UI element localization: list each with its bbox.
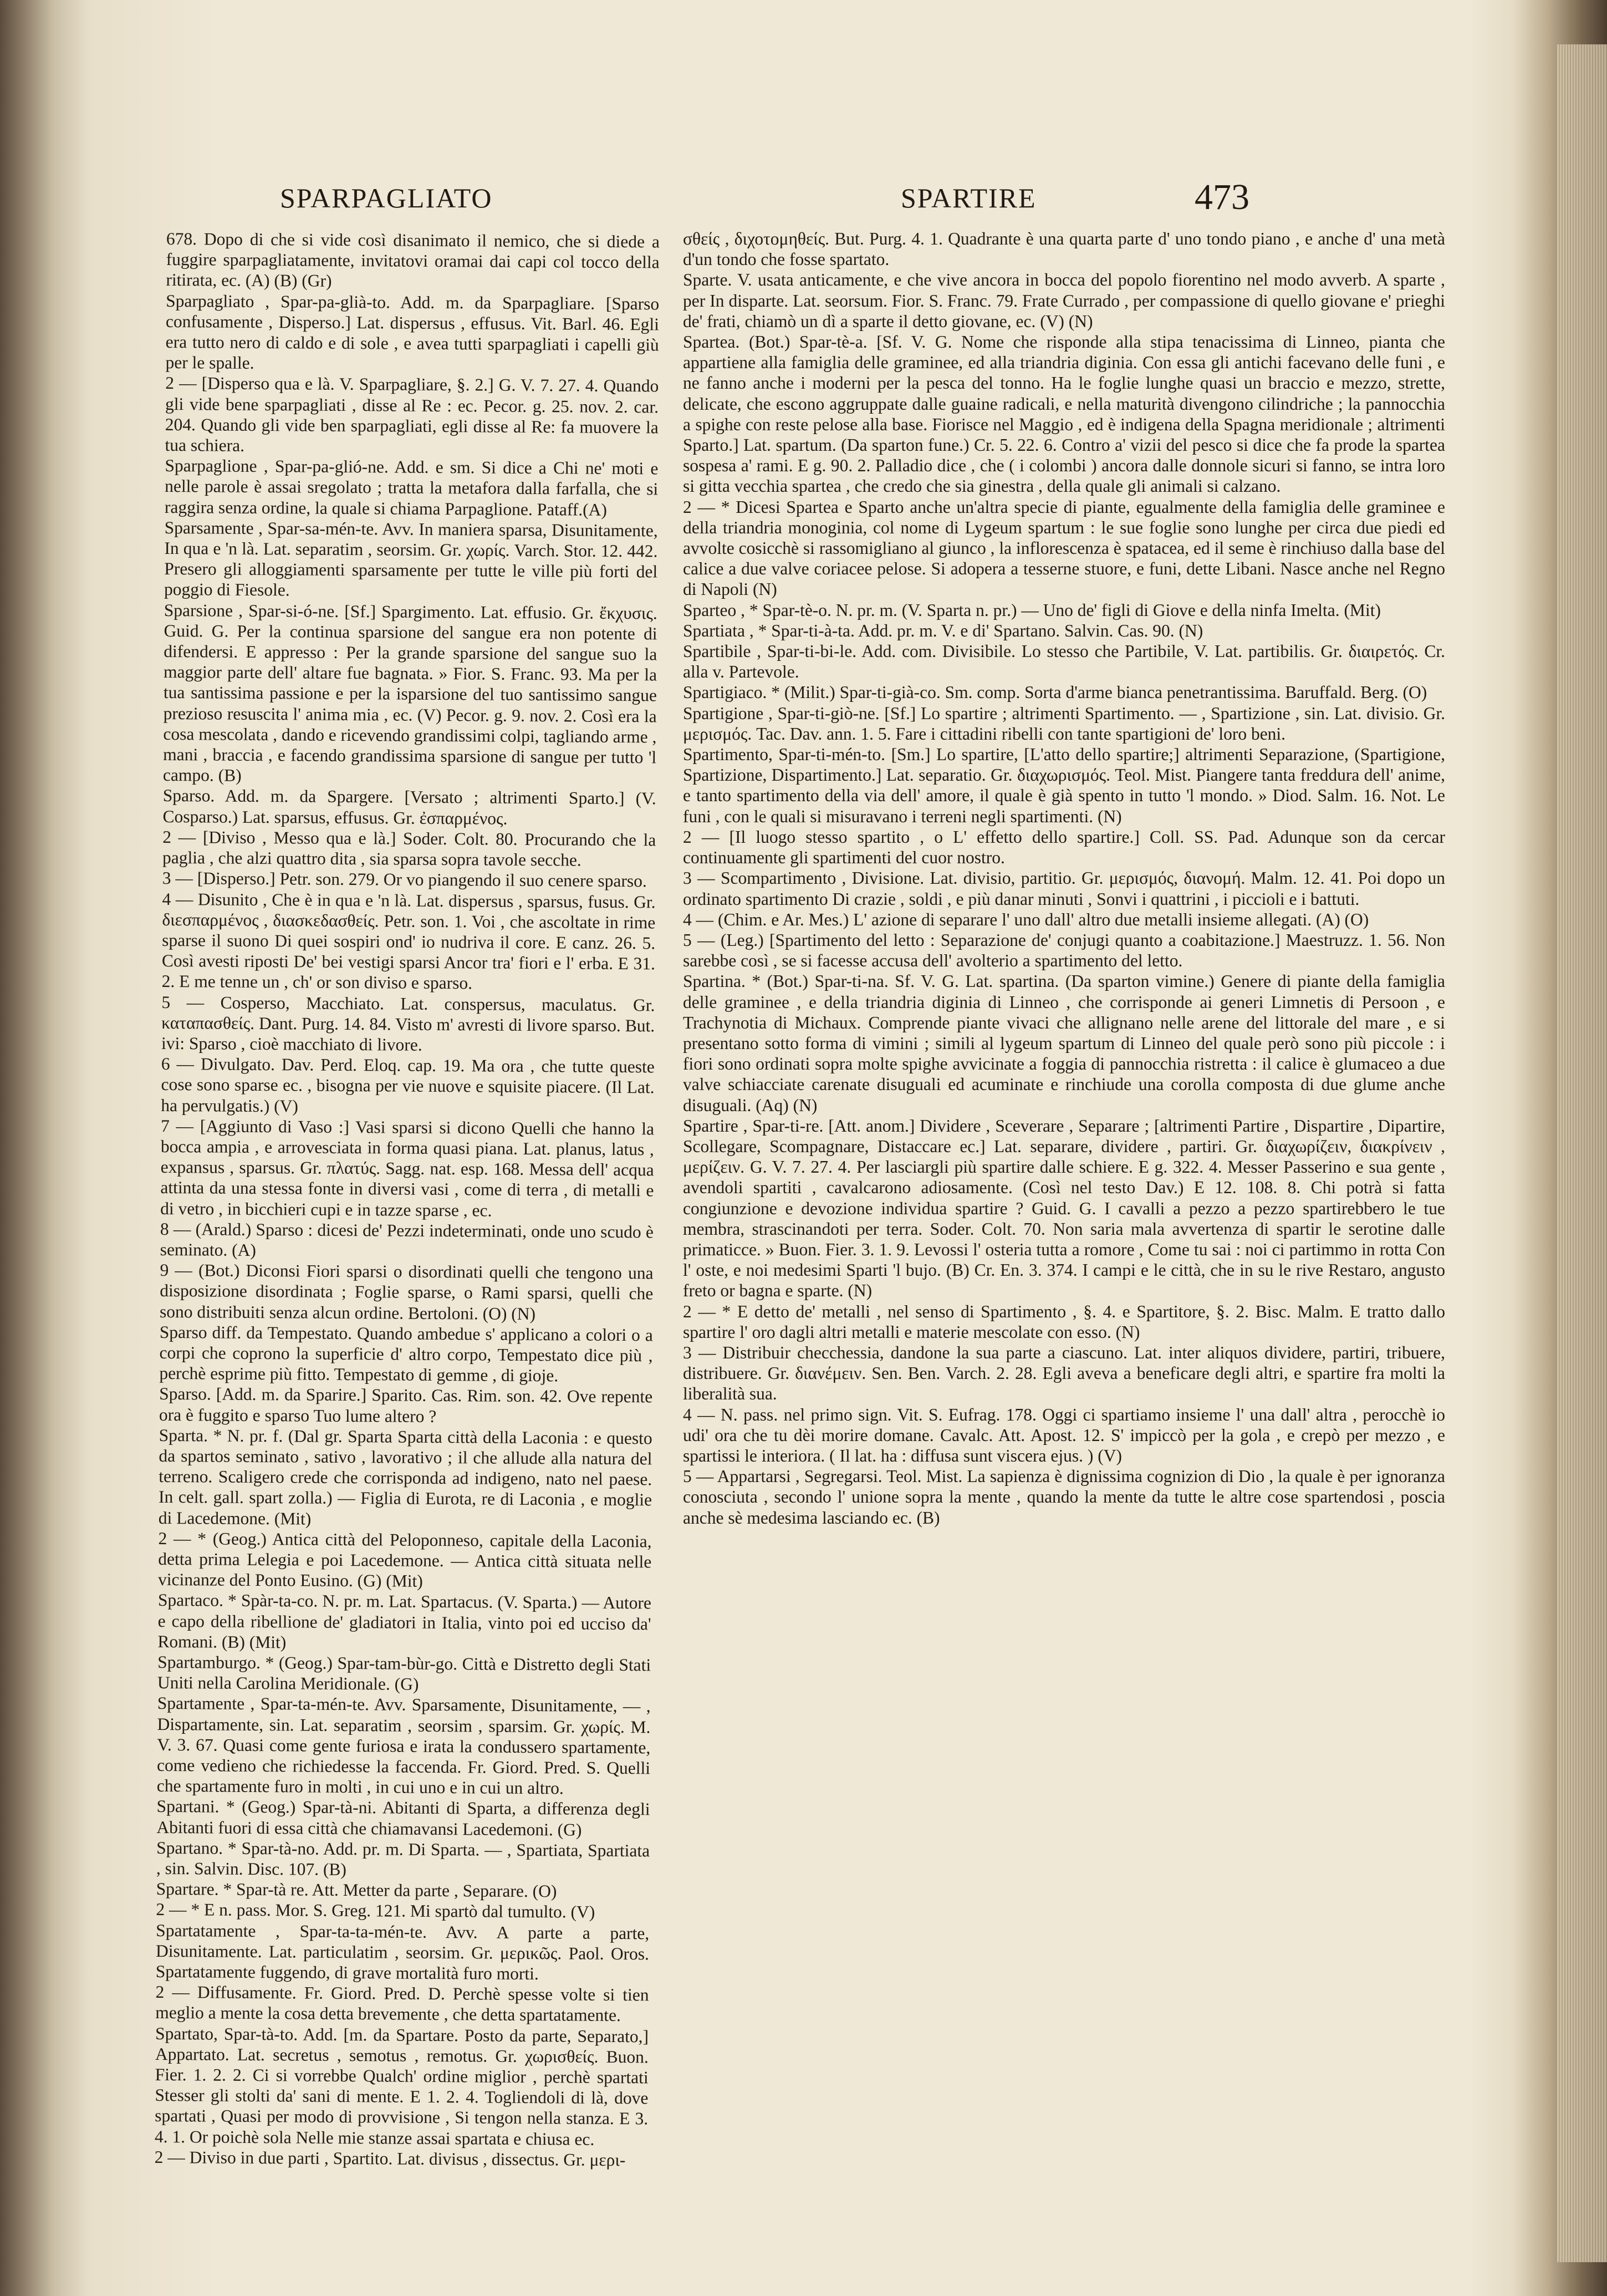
dictionary-entry: 4 — N. pass. nel primo sign. Vit. S. Eufrag. 178. Oggi ci spartiamo insieme l' una dall' altra , perocchè io udi' ora che tu dèi morire domane. Cavalc. Att. Apost. 12. S' impiccò per la gola , e crepò per mezzo , e spartissi le interiora. ( Il lat. ha : diffusa sunt viscera ejus. ) (V) (683, 1404, 1445, 1465)
dictionary-entry: Spartaco. * Spàr-ta-co. N. pr. m. Lat. Spartacus. (V. Sparta.) — Autore e capo della ribellione de' gladiatori in Italia, vinto poi ed ucciso da' Romani. (B) (Mit) (157, 1590, 651, 1652)
dictionary-entry: 5 — Cosperso, Macchiato. Lat. conspersus, maculatus. Gr. καταπασθείς. Dant. Purg. 14. 84. Visto m' avresti di livore sparso. But. ivi: Sparso , cioè macchiato di livore. (161, 992, 655, 1055)
dictionary-entry: Spartire , Spar-ti-re. [Att. anom.] Dividere , Sceverare , Separare ; [altrimenti Partire , Dispartire , Dipartire, Scollegare, Scompagnare, Distaccare ec.] Lat. separare, dividere , partiri. Gr. διαχωρίζειν, διακρίνειν , μερίζειν. G. V. 7. 27. 4. Per lasciargli più spartire dalle schiere. E g. 322. 4. Messer Passerino e sua gente , avendoli spartiti , cavalcarono adiosamente. (Così nel testo Dav.) E 12. 108. 8. Chi potrà si fatta congiunzione e devozione individua spartire ? Guid. G. I cavalli a pezzo a pezzo spartirebbero le tue membra, strascinandoti per terra. Soder. Colt. 70. Non saria mala avvertenza di spartir le serotine dalle primaticce. » Buon. Fier. 3. 1. 9. Levossi l' osteria tutta a romore , Come tu sai : noi ci partimmo in rotta Con l' oste, e noi medesimi Sparti 'l bujo. (B) Cr. En. 3. 374. I campi e le città, che in su le rive Restaro, angusto freto or bagna e sparte. (N) (683, 1116, 1445, 1301)
dictionary-entry: 4 — (Chim. e Ar. Mes.) L' azione di separare l' uno dall' altro due metalli insieme allegati. (A) (O) (683, 909, 1369, 929)
dictionary-entry: Spartare. * Spar-tà re. Att. Metter da parte , Separare. (O) (156, 1879, 557, 1901)
dictionary-entry: Sparta. * N. pr. f. (Dal gr. Sparta Sparta città della Laconia : e questo da spartos seminato , sativo , lavorativo ; il che allude alla natura del terreno. Scaligero crede che corrisponda ad indigeno, nato nel paese. In celt. gall. spart zolla.) — Figlia di Eurota, re di Laconia , e moglie di Lacedemone. (Mit) (158, 1425, 652, 1529)
dictionary-entry: Spartano. * Spar-tà-no. Add. pr. m. Di Sparta. — , Spartiata, Spartiata , sin. Salvin. Disc. 107. (B) (156, 1837, 650, 1880)
dictionary-entry: Sparso. Add. m. da Spargere. [Versato ; altrimenti Sparto.] (V. Cosparso.) Lat. sparsus, effusus. Gr. ἐσπαρμένος. (162, 786, 656, 828)
dictionary-entry: 5 — Appartarsi , Segregarsi. Teol. Mist. La sapienza è dignissima cognizion di Dio , la quale è per ignoranza conosciuta , secondo l' unione sopra la mente , quando la mente da tutte le altre cose spartendosi , poscia anche sè medesima lasciando ec. (B) (683, 1467, 1445, 1528)
dictionary-entry: Spartigione , Spar-ti-giò-ne. [Sf.] Lo spartire ; altrimenti Spartimento. — , Spartizione , sin. Lat. divisio. Gr. μερισμός. Tac. Dav. ann. 1. 5. Fare i cittadini ribelli con tante spartigioni de' loro beni. (683, 703, 1445, 744)
dictionary-entry: Spartamente , Spar-ta-mén-te. Avv. Sparsamente, Disunitamente, — , Dispartamente, sin. Lat. separatim , seorsim , sparsim. Gr. χωρίς. M. V. 3. 67. Quasi come gente furiosa e irata la condussero spartamente, come vedieno che richiedesse la faccenda. Fr. Giord. Pred. S. Quelli che spartamente furo in molti , in cui uno e in cui un altro. (156, 1693, 651, 1798)
dictionary-entry: Spartatamente , Spar-ta-ta-mén-te. Avv. A parte a parte, Disunitamente. Lat. particulatim , seorsim. Gr. μερικῶς. Paol. Oros. Spartatamente fuggendo, di grave mortalità furo morti. (155, 1920, 650, 1984)
right-column (683, 228, 1445, 2247)
dictionary-entry: Spartamburgo. * (Geog.) Spar-tam-bùr-go. Città e Distretto degli Stati Uniti nella Carolina Meridionale. (G) (157, 1652, 651, 1694)
dictionary-entry: 4 — Disunito , Che è in qua e 'n là. Lat. dispersus , sparsus, fusus. Gr. διεσπαρμένος , διασκεδασθείς. Petr. son. 1. Voi , che ascoltate in rime sparse il suono Di quei sospiri ond' io nudriva il core. E canz. 26. 5. Così avesti riposti De' bei vestigi sparsi Ancor tra' fiori e l' erba. E 31. 2. E me tenne un , ch' or son diviso e sparso. (161, 889, 656, 993)
dictionary-entry: 3 — Distribuir checchessia, dandone la sua parte a ciascuno. Lat. inter aliquos dividere, partiri, tribuere, distribuere. Gr. διανέμειν. Sen. Ben. Varch. 2. 28. Egli aveva a beneficare degli altri, e spartire fra molti la liberalità sua. (683, 1342, 1445, 1404)
dictionary-entry: 2 — [Diviso , Messo qua e là.] Soder. Colt. 80. Procurando che la paglia , che alzi quattro dita , sia sparsa sopra tavole secche. (162, 827, 656, 870)
dictionary-entry: 2 — * (Geog.) Antica città del Peloponneso, capitale della Laconia, detta prima Lelegia e poi Lacedemone. — Antica città situata nelle vicinanze del Ponto Eusino. (G) (Mit) (158, 1528, 652, 1591)
dictionary-entry: Spartiata , * Spar-ti-à-ta. Add. pr. m. V. e di' Spartano. Salvin. Cas. 90. (N) (683, 620, 1203, 640)
dictionary-entry: 2 — Diffusamente. Fr. Giord. Pred. D. Perchè spesse volte si tien meglio a mente la cosa detta brevemente , che detta spartatamente. (155, 1982, 649, 2025)
dictionary-entry: Sparsamente , Spar-sa-mén-te. Avv. In maniera sparsa, Disunitamente, In qua e 'n là. Lat. separatim , seorsim. Gr. χωρίς. Varch. Stor. 12. 442. Presero gli alloggiamenti sparsamente per tutte le ville più forti del poggio di Fiesole. (164, 517, 658, 600)
dictionary-entry: Sparteo , * Spar-tè-o. N. pr. m. (V. Sparta n. pr.) — Uno de' figli di Giove e della ninfa Imelta. (Mit) (683, 600, 1381, 620)
dictionary-entry: 7 — [Aggiunto di Vaso :] Vasi sparsi si dicono Quelli che hanno la bocca ampia , e arrovesciata in forma quasi piana. Lat. planus, latus , expansus , sparsus. Gr. πλατύς. Sagg. nat. esp. 168. Messa dell' acqua attinta da una stessa fonte in diversi vasi , come di terra , di metalli e di vetro , in bicchieri cupi e in tazze sparse , ec. (160, 1116, 655, 1220)
running-head-right: SPARTIRE (901, 182, 1037, 213)
page-number: 473 (1195, 177, 1249, 217)
dictionary-entry: σθείς , διχοτομηθείς. But. Purg. 4. 1. Quadrante è una quarta parte d' uno tondo piano , e anche d' una metà d'un tondo che fosse spartato. (683, 229, 1445, 269)
dictionary-entry: 6 — Divulgato. Dav. Perd. Eloq. cap. 19. Ma ora , che tutte queste cose sono sparse ec. , bisogna per vie nuove e squisite piacere. (Il Lat. ha pervulgatis.) (V) (161, 1054, 655, 1116)
dictionary-entry: Spartibile , Spar-ti-bi-le. Add. com. Divisibile. Lo stesso che Partibile, V. Lat. partibilis. Gr. διαιρετός. Cr. alla v. Partevole. (683, 642, 1445, 682)
running-head-left: SPARPAGLIATO (280, 182, 493, 213)
dictionary-entry: Spartani. * (Geog.) Spar-tà-ni. Abitanti di Sparta, a differenza degli Abitanti fuori di essa città che chiamavansi Lacedemoni. (G) (156, 1796, 650, 1840)
dictionary-entry: 2 — * Dicesi Spartea e Sparto anche un'altra specie di piante, egualmente della famiglia delle graminee e della triandria monoginia, col nome di Lygeum spartum : le sue foglie sono lunghe per circa due piedi ed avvolte cosicchè si rassomigliano al giunco , la inflorescenza è spatacea, ed il seme è rinchiuso dalla base del calice a due valve coriacee pelose. Si adopera a tesserne stuore, e funi, dette Libani. Nasce anche nel Regno di Napoli (N) (683, 497, 1445, 599)
dictionary-entry: Spartato, Spar-tà-to. Add. [m. da Spartare. Posto da parte, Separato,] Appartato. Lat. secretus , semotus , remotus. Gr. χωρισθείς. Buon. Fier. 1. 2. 2. Ci si vorrebbe Qualch' ordine miglior , perchè spartati Stesser gli stolti da' sani di mente. E 1. 2. 4. Togliendoli di là, dove spartati , Quasi per modo di provvisione , Si tengon nella stanza. E 3. 4. 1. Or poichè sola Nelle mie stanze assai spartata e chiusa ec. (154, 2023, 649, 2149)
page-header (280, 176, 1444, 226)
dictionary-entry: 2 — Diviso in due parti , Spartito. Lat. divisus , dissectus. Gr. μερι- (154, 2147, 626, 2170)
dictionary-entry: 3 — Scompartimento , Divisione. Lat. divisio, partitio. Gr. μερισμός, διανομή. Malm. 12. 41. Poi dopo un ordinato spartimento Di crazie , soldi , e più danar minuti , Sonvi i quattrini , i piccioli e i battuti. (683, 868, 1445, 909)
dictionary-entry: Spartimento, Spar-ti-mén-to. [Sm.] Lo spartire, [L'atto dello spartire;] altrimenti Separazione, (Spartigione, Spartizione, Dispartimento.] Lat. separatio. Gr. διαχωρισμός. Teol. Mist. Piangere tanta freddura dell' anime, e tanto spartimento della via dell' amore, il quale è già spento in tutto 'l mondo. » Diod. Salm. 16. Not. Le funi , con le quali si misuravano i terreni negli spartimenti. (N) (683, 745, 1445, 826)
dictionary-entry: Spartea. (Bot.) Spar-tè-a. [Sf. V. G. Nome che risponde alla stipa tenacissima di Linneo, pianta che appartiene alla famiglia delle graminee, ed alla triandria diginia. Con essa gli antichi facevano delle funi , e ne fanno anche i moderni per la pesca del tonno. Ha le foglie lunghe quasi un braccio e mezzo, strette, delicate, che escono aggruppate dalle guaine radicali, e nella maturità divengono cilindriche ; la pannocchia a spighe con reste pelose alla base. Fiorisce nel Maggio , ed è indigena della Spagna meridionale ; altrimenti Sparto.] Lat. spartum. (Da sparton fune.) Cr. 5. 22. 6. Contro a' vizii del pesco si dice che fa prode la spartea sospesa a' rami. E g. 90. 2. Palladio dice , che ( i colombi ) ancora dalle donnole sicuri si fanno, se intra loro si gitta vecchia spartea , che credo che sia ginestra , della quale gli animali si calzano. (683, 332, 1445, 496)
dictionary-entry: 2 — * E n. pass. Mor. S. Greg. 121. Mi spartò dal tumulto. (V) (156, 1900, 595, 1922)
page-edge-stack (1557, 44, 1607, 2262)
dictionary-entry: 678. Dopo di che si vide così disanimato il nemico, che si diede a fuggire sparpagliatamente, invitatovi oramai dai capi col tocco della ritirata, ec. (A) (B) (Gr) (166, 228, 660, 291)
dictionary-entry: 2 — [Disperso qua e là. V. Sparpagliare, §. 2.] G. V. 7. 27. 4. Quando gli vide bene sparpagliati , disse al Re : ec. Pecor. g. 25. nov. 2. car. 204. Quando gli vide ben sparpagliati, egli disse al Re: fa muovere la tua schiera. (165, 373, 659, 455)
dictionary-entry: Sparsione , Spar-si-ó-ne. [Sf.] Spargimento. Lat. effusio. Gr. ἔκχυσις. Guid. G. Per la continua sparsione del sangue era non potente di difendersi. E appresso : Per la grande sparsione del sangue suo la maggior parte dell' altare fue bagnata. » Fior. S. Franc. 93. Ma per la tua santissima passione e per la isparsione del tuo santissimo sangue prezioso resuscita l' anima mia , ec. (V) Pecor. g. 9. nov. 2. Così era la cosa mescolata , dando e ricevendo grandissimi colpi, tagliando arme , mani , braccia , e facendo grandissima sparsione di sangue per tutto 'l campo. (B) (162, 600, 657, 786)
dictionary-entry: Spartina. * (Bot.) Spar-ti-na. Sf. V. G. Lat. spartina. (Da sparton vimine.) Genere di piante della famiglia delle graminee , e della triandria diginia di Linneo , che corrisponde ai generi Limnetis di Persoon , e Trachynotia di Michaux. Comprende piante vivaci che allignano nelle arene del littorale del mare , e si presentano sotto forma di vimini ; simili al lygeum spartum di Linneo del quale però sono più piccole : i fiori sono ordinati sopra molte spighe avvicinate a foggia di pannocchia ristretta : il calice è glumaceo a due valve schiacciate carenate disuguali ed acuminate e rinchiude una corolla composta di due glume anche disuguali. (Aq) (N) (683, 971, 1445, 1115)
dictionary-entry: 3 — [Disperso.] Petr. son. 279. Or vo piangendo il suo cenere sparso. (162, 868, 647, 891)
dictionary-entry: 5 — (Leg.) [Spartimento del letto : Separazione de' conjugi quanto a coabitazione.] Maestruzz. 1. 56. Non sarebbe così , se si facesse accusa dell' avolterio a spartimento del letto. (683, 930, 1445, 971)
left-column (154, 228, 660, 2249)
dictionary-entry: 9 — (Bot.) Diconsi Fiori sparsi o disordinati quelli che tengono una disposizione disordinata ; Foglie sparse, o Rami sparsi, quelli che sono distribuiti senza alcun ordine. Bertoloni. (O) (N) (159, 1260, 654, 1323)
dictionary-entry: Sparte. V. usata anticamente, e che vive ancora in bocca del popolo fiorentino nel modo avverb. A sparte , per In disparte. Lat. seorsum. Fior. S. Franc. 79. Frate Currado , per compassione di quello giovane e' prieghi de' frati, chiamò un dì a sparte il detto giovane, ec. (V) (N) (683, 270, 1445, 331)
dictionary-entry: 2 — * E detto de' metalli , nel senso di Spartimento , §. 4. e Spartitore, §. 2. Bisc. Malm. E tratto dallo spartire l' oro dagli altri metalli e materie mescolate con esso. (N) (683, 1301, 1445, 1342)
dictionary-entry: Sparso. [Add. m. da Sparire.] Sparito. Cas. Rim. son. 42. Ove repente ora è fuggito e sparso Tuo lume altero ? (159, 1384, 653, 1426)
dictionary-entry: Sparpaglione , Spar-pa-glió-ne. Add. e sm. Si dice a Chi ne' moti e nelle parole è assai sregolato ; tratta la metafora dalla farfalla, che si raggira senza ordine, la quale si chiama Parpaglione. Pataff.(A) (164, 456, 659, 520)
dictionary-entry: 8 — (Arald.) Sparso : dicesi de' Pezzi indeterminati, onde uno scudo è seminato. (A) (160, 1219, 654, 1260)
dictionary-entry: Spartigiaco. * (Milit.) Spar-ti-già-co. Sm. comp. Sorta d'arme bianca penetrantissima. Baruffald. Berg. (O) (683, 683, 1427, 702)
dictionary-entry: 2 — [Il luogo stesso spartito , o L' effetto dello spartire.] Coll. SS. Pad. Adunque son da cercar continuamente gli spartimenti del cuor nostro. (683, 827, 1445, 868)
dictionary-entry: Sparso diff. da Tempestato. Quando ambedue s' applicano a colori o a corpi che coprono la superficie d' altro corpo, Tempestato dice più , perchè esprime più fitto. Tempestato di gemme , di gioje. (159, 1322, 653, 1386)
dictionary-entry: Sparpagliato , Spar-pa-glià-to. Add. m. da Sparpagliare. [Sparso confusamente , Disperso.] Lat. dispersus , effusus. Vit. Barl. 46. Egli era tutto nero di caldo e di sole , e avea tutti sparpagliati i capelli giù per le spalle. (165, 291, 660, 373)
